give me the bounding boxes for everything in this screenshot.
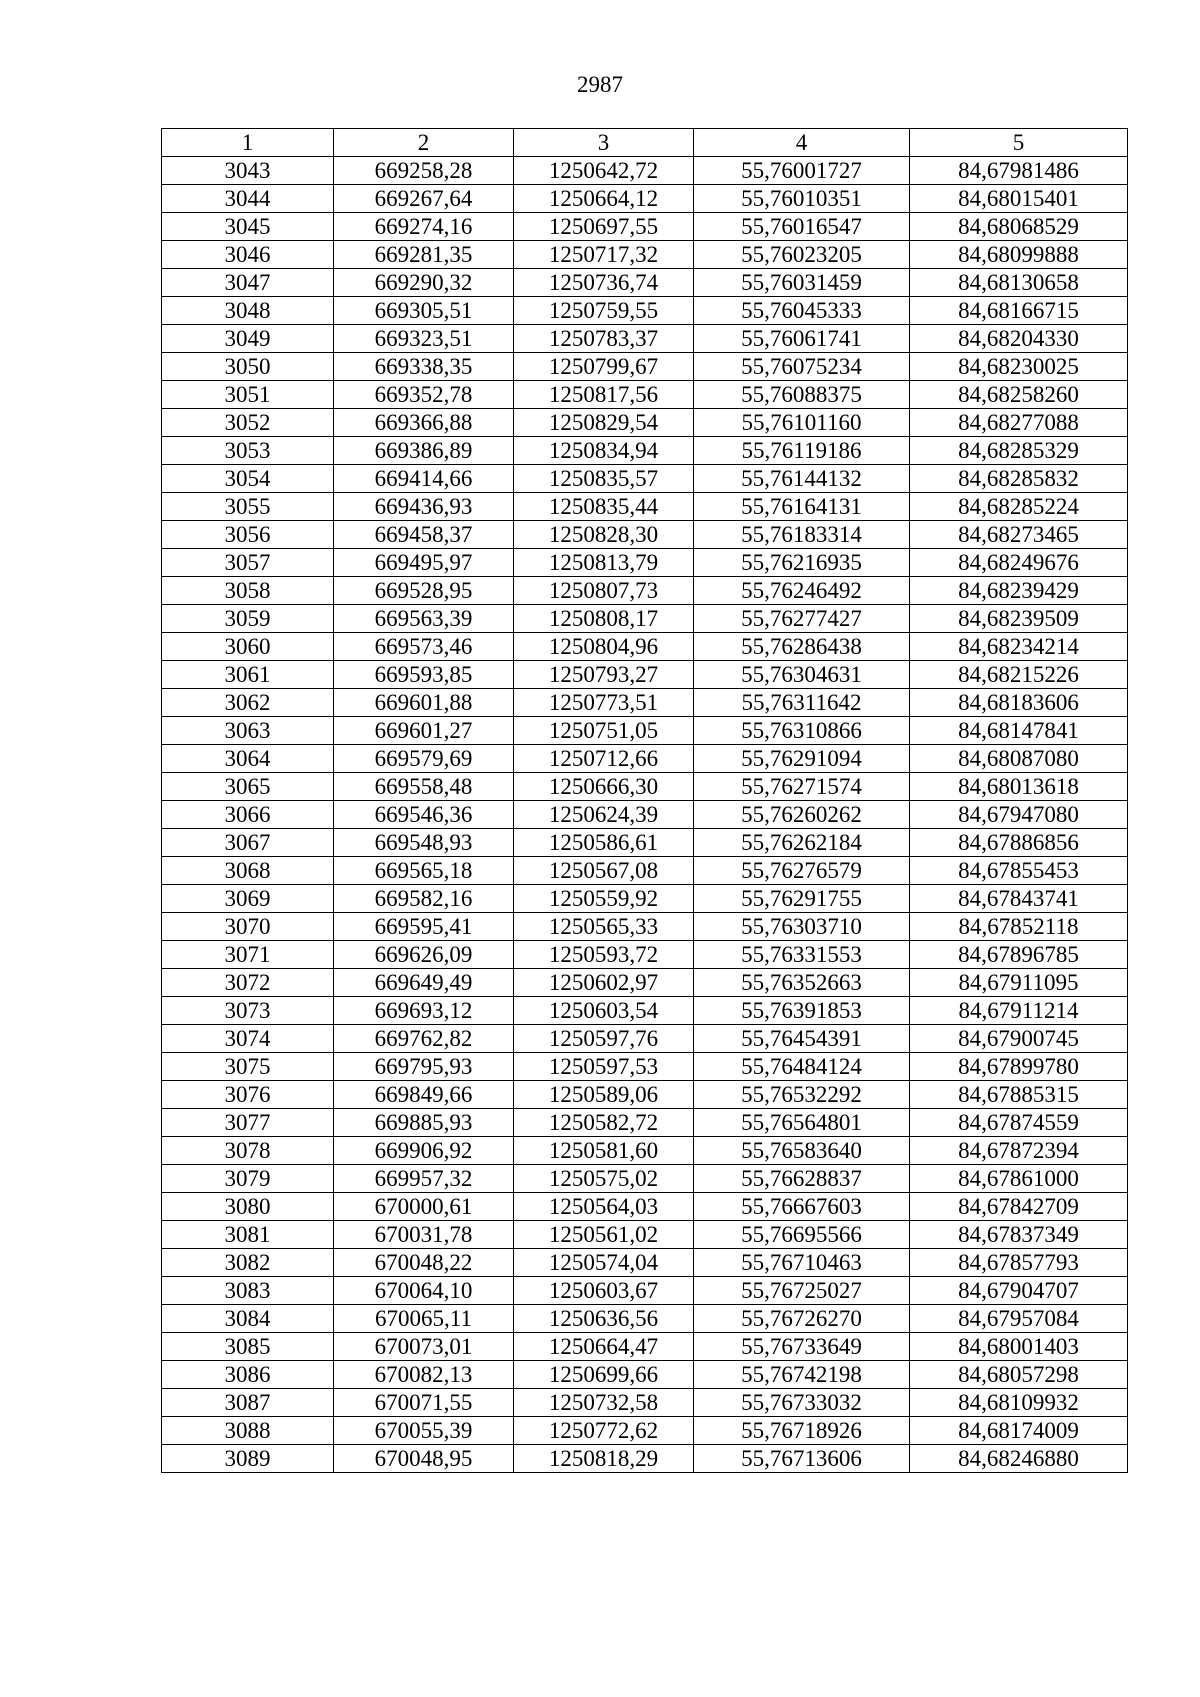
- table-cell: 1250603,54: [514, 997, 694, 1025]
- table-cell: 55,76583640: [694, 1137, 910, 1165]
- table-cell: 55,76183314: [694, 521, 910, 549]
- table-cell: 1250783,37: [514, 325, 694, 353]
- table-cell: 55,76260262: [694, 801, 910, 829]
- table-cell: 1250717,32: [514, 241, 694, 269]
- table-cell: 3047: [162, 269, 334, 297]
- table-cell: 3050: [162, 353, 334, 381]
- table-cell: 84,68234214: [910, 633, 1128, 661]
- table-cell: 3066: [162, 801, 334, 829]
- table-row: [162, 1165, 1128, 1193]
- table-row: [162, 1109, 1128, 1137]
- table-cell: 84,67957084: [910, 1305, 1128, 1333]
- table-cell: 670000,61: [334, 1193, 514, 1221]
- table-cell: 84,67911214: [910, 997, 1128, 1025]
- table-cell: 1250813,79: [514, 549, 694, 577]
- table-row: [162, 997, 1128, 1025]
- table-cell: 55,76628837: [694, 1165, 910, 1193]
- table-cell: 84,67900745: [910, 1025, 1128, 1053]
- table-row: [162, 1025, 1128, 1053]
- table-cell: 1250574,04: [514, 1249, 694, 1277]
- table-cell: 1250642,72: [514, 157, 694, 185]
- table-cell: 1250664,47: [514, 1333, 694, 1361]
- table-row: [162, 1137, 1128, 1165]
- table-row: [162, 1221, 1128, 1249]
- table-cell: 84,67904707: [910, 1277, 1128, 1305]
- table-cell: 3055: [162, 493, 334, 521]
- table-cell: 84,68285329: [910, 437, 1128, 465]
- table-cell: 669290,32: [334, 269, 514, 297]
- table-body: [162, 157, 1128, 1473]
- table-cell: 3070: [162, 913, 334, 941]
- table-cell: 3083: [162, 1277, 334, 1305]
- table-cell: 84,68230025: [910, 353, 1128, 381]
- table-cell: 84,68273465: [910, 521, 1128, 549]
- table-cell: 669274,16: [334, 213, 514, 241]
- table-row: [162, 1081, 1128, 1109]
- table-row: [162, 1361, 1128, 1389]
- table-cell: 3043: [162, 157, 334, 185]
- table-cell: 55,76216935: [694, 549, 910, 577]
- table-cell: 3078: [162, 1137, 334, 1165]
- table-cell: 84,68277088: [910, 409, 1128, 437]
- table-cell: 670082,13: [334, 1361, 514, 1389]
- table-cell: 3084: [162, 1305, 334, 1333]
- table-row: [162, 1389, 1128, 1417]
- table-cell: 3080: [162, 1193, 334, 1221]
- table-cell: 55,76311642: [694, 689, 910, 717]
- column-header: 2: [334, 129, 514, 157]
- table-cell: 669693,12: [334, 997, 514, 1025]
- table-cell: 3051: [162, 381, 334, 409]
- table-cell: 84,67874559: [910, 1109, 1128, 1137]
- table-cell: 1250589,06: [514, 1081, 694, 1109]
- table-cell: 3045: [162, 213, 334, 241]
- table-cell: 84,67843741: [910, 885, 1128, 913]
- table-row: [162, 1053, 1128, 1081]
- table-cell: 55,76291755: [694, 885, 910, 913]
- table-cell: 669582,16: [334, 885, 514, 913]
- table-cell: 3075: [162, 1053, 334, 1081]
- table-row: [162, 409, 1128, 437]
- table-row: [162, 437, 1128, 465]
- table-cell: 669795,93: [334, 1053, 514, 1081]
- table-cell: 55,76532292: [694, 1081, 910, 1109]
- table-cell: 55,76101160: [694, 409, 910, 437]
- table-cell: 1250697,55: [514, 213, 694, 241]
- table-cell: 669906,92: [334, 1137, 514, 1165]
- table-cell: 669579,69: [334, 745, 514, 773]
- table-row: [162, 1417, 1128, 1445]
- table-cell: 84,67947080: [910, 801, 1128, 829]
- table-cell: 1250565,33: [514, 913, 694, 941]
- table-cell: 3089: [162, 1445, 334, 1473]
- table-cell: 84,67911095: [910, 969, 1128, 997]
- table-cell: 1250712,66: [514, 745, 694, 773]
- table-row: [162, 1277, 1128, 1305]
- table-cell: 84,68001403: [910, 1333, 1128, 1361]
- table-cell: 3076: [162, 1081, 334, 1109]
- table-cell: 3067: [162, 829, 334, 857]
- table-row: [162, 297, 1128, 325]
- table-cell: 55,76119186: [694, 437, 910, 465]
- table-cell: 669366,88: [334, 409, 514, 437]
- table-cell: 3056: [162, 521, 334, 549]
- table-cell: 55,76726270: [694, 1305, 910, 1333]
- table-cell: 84,68204330: [910, 325, 1128, 353]
- table-cell: 669414,66: [334, 465, 514, 493]
- table-cell: 3049: [162, 325, 334, 353]
- table-cell: 1250586,61: [514, 829, 694, 857]
- table-cell: 3073: [162, 997, 334, 1025]
- table-cell: 1250597,53: [514, 1053, 694, 1081]
- table-cell: 55,76271574: [694, 773, 910, 801]
- table-cell: 84,68147841: [910, 717, 1128, 745]
- table-cell: 1250804,96: [514, 633, 694, 661]
- table-cell: 55,76454391: [694, 1025, 910, 1053]
- table-row: [162, 185, 1128, 213]
- column-header: 1: [162, 129, 334, 157]
- table-cell: 669593,85: [334, 661, 514, 689]
- table-row: [162, 1249, 1128, 1277]
- table-row: [162, 1333, 1128, 1361]
- table-cell: 84,67885315: [910, 1081, 1128, 1109]
- table-cell: 1250732,58: [514, 1389, 694, 1417]
- table-cell: 669338,35: [334, 353, 514, 381]
- table-cell: 670031,78: [334, 1221, 514, 1249]
- table-row: [162, 941, 1128, 969]
- table-row: [162, 773, 1128, 801]
- table-cell: 55,76144132: [694, 465, 910, 493]
- table-cell: 84,68249676: [910, 549, 1128, 577]
- table-row: [162, 633, 1128, 661]
- table-cell: 55,76695566: [694, 1221, 910, 1249]
- table-cell: 55,76031459: [694, 269, 910, 297]
- table-cell: 1250567,08: [514, 857, 694, 885]
- table-cell: 84,67872394: [910, 1137, 1128, 1165]
- table-row: [162, 353, 1128, 381]
- table-cell: 55,76484124: [694, 1053, 910, 1081]
- table-cell: 84,68183606: [910, 689, 1128, 717]
- table-cell: 55,76391853: [694, 997, 910, 1025]
- table-cell: 3063: [162, 717, 334, 745]
- table-cell: 1250561,02: [514, 1221, 694, 1249]
- table-row: [162, 465, 1128, 493]
- table-cell: 84,68239429: [910, 577, 1128, 605]
- table-cell: 1250664,12: [514, 185, 694, 213]
- table-cell: 84,67842709: [910, 1193, 1128, 1221]
- table-cell: 84,68068529: [910, 213, 1128, 241]
- table-cell: 1250582,72: [514, 1109, 694, 1137]
- table-cell: 1250835,44: [514, 493, 694, 521]
- table-cell: 669762,82: [334, 1025, 514, 1053]
- table-cell: 84,68246880: [910, 1445, 1128, 1473]
- table-cell: 84,67837349: [910, 1221, 1128, 1249]
- table-row: [162, 829, 1128, 857]
- table-cell: 55,76075234: [694, 353, 910, 381]
- table-row: [162, 549, 1128, 577]
- table-cell: 55,76045333: [694, 297, 910, 325]
- table-cell: 84,68285832: [910, 465, 1128, 493]
- table-cell: 3059: [162, 605, 334, 633]
- table-cell: 669573,46: [334, 633, 514, 661]
- table-cell: 3057: [162, 549, 334, 577]
- table-cell: 84,68285224: [910, 493, 1128, 521]
- table-cell: 3074: [162, 1025, 334, 1053]
- table-cell: 55,76061741: [694, 325, 910, 353]
- table-cell: 55,76564801: [694, 1109, 910, 1137]
- table-cell: 669386,89: [334, 437, 514, 465]
- table-cell: 669546,36: [334, 801, 514, 829]
- table-cell: 3085: [162, 1333, 334, 1361]
- table-cell: 3064: [162, 745, 334, 773]
- table-cell: 1250575,02: [514, 1165, 694, 1193]
- table-cell: 3088: [162, 1417, 334, 1445]
- table-row: [162, 269, 1128, 297]
- table-cell: 1250773,51: [514, 689, 694, 717]
- table-cell: 669885,93: [334, 1109, 514, 1137]
- table-cell: 55,76246492: [694, 577, 910, 605]
- table-cell: 55,76331553: [694, 941, 910, 969]
- table-row: [162, 577, 1128, 605]
- table-cell: 84,67855453: [910, 857, 1128, 885]
- table-row: [162, 157, 1128, 185]
- column-header: 5: [910, 129, 1128, 157]
- table-cell: 3081: [162, 1221, 334, 1249]
- table-header: [162, 129, 1128, 157]
- table-row: [162, 1445, 1128, 1473]
- table-cell: 84,68057298: [910, 1361, 1128, 1389]
- table-cell: 670065,11: [334, 1305, 514, 1333]
- table-cell: 84,67857793: [910, 1249, 1128, 1277]
- table-cell: 669626,09: [334, 941, 514, 969]
- table-cell: 3086: [162, 1361, 334, 1389]
- table-row: [162, 1193, 1128, 1221]
- table-cell: 669267,64: [334, 185, 514, 213]
- table-cell: 669495,97: [334, 549, 514, 577]
- table-cell: 3046: [162, 241, 334, 269]
- table-cell: 3071: [162, 941, 334, 969]
- table-cell: 55,76164131: [694, 493, 910, 521]
- table-cell: 1250828,30: [514, 521, 694, 549]
- table-row: [162, 213, 1128, 241]
- table-cell: 1250559,92: [514, 885, 694, 913]
- table-cell: 669458,37: [334, 521, 514, 549]
- table-cell: 1250602,97: [514, 969, 694, 997]
- table-cell: 3079: [162, 1165, 334, 1193]
- table-cell: 55,76001727: [694, 157, 910, 185]
- table-cell: 3060: [162, 633, 334, 661]
- table-cell: 84,67852118: [910, 913, 1128, 941]
- table-cell: 1250564,03: [514, 1193, 694, 1221]
- table-cell: 55,76303710: [694, 913, 910, 941]
- table-cell: 3053: [162, 437, 334, 465]
- table-cell: 55,76291094: [694, 745, 910, 773]
- table-cell: 84,68015401: [910, 185, 1128, 213]
- table-cell: 670055,39: [334, 1417, 514, 1445]
- table-cell: 55,76667603: [694, 1193, 910, 1221]
- table-cell: 1250666,30: [514, 773, 694, 801]
- table-cell: 3069: [162, 885, 334, 913]
- table-cell: 669595,41: [334, 913, 514, 941]
- table-row: [162, 1305, 1128, 1333]
- table-cell: 84,68239509: [910, 605, 1128, 633]
- table-cell: 1250799,67: [514, 353, 694, 381]
- table-cell: 1250807,73: [514, 577, 694, 605]
- table-cell: 55,76352663: [694, 969, 910, 997]
- table-cell: 669957,32: [334, 1165, 514, 1193]
- table-cell: 84,67861000: [910, 1165, 1128, 1193]
- table-cell: 84,67899780: [910, 1053, 1128, 1081]
- table-cell: 84,68166715: [910, 297, 1128, 325]
- table-row: [162, 801, 1128, 829]
- table-cell: 669649,49: [334, 969, 514, 997]
- table-cell: 1250829,54: [514, 409, 694, 437]
- table-cell: 3052: [162, 409, 334, 437]
- table-cell: 669548,93: [334, 829, 514, 857]
- table-cell: 55,76310866: [694, 717, 910, 745]
- table-row: [162, 885, 1128, 913]
- table-cell: 55,76733649: [694, 1333, 910, 1361]
- table-cell: 55,76718926: [694, 1417, 910, 1445]
- table-cell: 84,68013618: [910, 773, 1128, 801]
- table-cell: 3061: [162, 661, 334, 689]
- table-cell: 669305,51: [334, 297, 514, 325]
- table-cell: 84,68174009: [910, 1417, 1128, 1445]
- table-cell: 669528,95: [334, 577, 514, 605]
- table-cell: 84,68130658: [910, 269, 1128, 297]
- table-cell: 669323,51: [334, 325, 514, 353]
- column-header: 4: [694, 129, 910, 157]
- table-cell: 670071,55: [334, 1389, 514, 1417]
- table-cell: 670048,95: [334, 1445, 514, 1473]
- table-cell: 1250636,56: [514, 1305, 694, 1333]
- coordinates-table: [161, 128, 1128, 1473]
- column-header: 3: [514, 129, 694, 157]
- table-cell: 669281,35: [334, 241, 514, 269]
- table-cell: 84,68099888: [910, 241, 1128, 269]
- table-cell: 55,76733032: [694, 1389, 910, 1417]
- table-cell: 1250817,56: [514, 381, 694, 409]
- table-cell: 55,76742198: [694, 1361, 910, 1389]
- table-cell: 1250736,74: [514, 269, 694, 297]
- table-cell: 55,76725027: [694, 1277, 910, 1305]
- table-row: [162, 381, 1128, 409]
- table-cell: 1250772,62: [514, 1417, 694, 1445]
- table-cell: 669601,27: [334, 717, 514, 745]
- table-row: [162, 605, 1128, 633]
- table-cell: 669563,39: [334, 605, 514, 633]
- table-row: [162, 717, 1128, 745]
- table-cell: 1250834,94: [514, 437, 694, 465]
- table-cell: 55,76713606: [694, 1445, 910, 1473]
- table-cell: 55,76710463: [694, 1249, 910, 1277]
- table-cell: 84,67896785: [910, 941, 1128, 969]
- table-row: [162, 241, 1128, 269]
- table-cell: 55,76277427: [694, 605, 910, 633]
- page-number: 2987: [577, 72, 623, 97]
- table-row: [162, 969, 1128, 997]
- table-cell: 3068: [162, 857, 334, 885]
- table-cell: 84,68215226: [910, 661, 1128, 689]
- table-cell: 1250699,66: [514, 1361, 694, 1389]
- table-cell: 3048: [162, 297, 334, 325]
- table-cell: 1250818,29: [514, 1445, 694, 1473]
- table-cell: 1250835,57: [514, 465, 694, 493]
- table-cell: 55,76276579: [694, 857, 910, 885]
- table-row: [162, 857, 1128, 885]
- table-cell: 1250808,17: [514, 605, 694, 633]
- table-cell: 1250603,67: [514, 1277, 694, 1305]
- table-cell: 1250624,39: [514, 801, 694, 829]
- table-cell: 3082: [162, 1249, 334, 1277]
- table-cell: 3087: [162, 1389, 334, 1417]
- table-row: [162, 913, 1128, 941]
- table-cell: 84,68087080: [910, 745, 1128, 773]
- table-cell: 3044: [162, 185, 334, 213]
- table-cell: 1250759,55: [514, 297, 694, 325]
- table-cell: 669558,48: [334, 773, 514, 801]
- table-cell: 670073,01: [334, 1333, 514, 1361]
- table-cell: 55,76304631: [694, 661, 910, 689]
- table-cell: 669352,78: [334, 381, 514, 409]
- table-cell: 1250597,76: [514, 1025, 694, 1053]
- table-cell: 84,68109932: [910, 1389, 1128, 1417]
- table-cell: 84,68258260: [910, 381, 1128, 409]
- table-cell: 3077: [162, 1109, 334, 1137]
- table-cell: 55,76023205: [694, 241, 910, 269]
- header-row: [162, 129, 1128, 157]
- table-cell: 3072: [162, 969, 334, 997]
- table-cell: 669565,18: [334, 857, 514, 885]
- table-cell: 55,76016547: [694, 213, 910, 241]
- table-cell: 1250751,05: [514, 717, 694, 745]
- table-cell: 3065: [162, 773, 334, 801]
- table-cell: 1250793,27: [514, 661, 694, 689]
- table-cell: 1250593,72: [514, 941, 694, 969]
- table-cell: 84,67981486: [910, 157, 1128, 185]
- table-cell: 84,67886856: [910, 829, 1128, 857]
- table-cell: 669436,93: [334, 493, 514, 521]
- table-row: [162, 521, 1128, 549]
- table-cell: 669849,66: [334, 1081, 514, 1109]
- table-row: [162, 493, 1128, 521]
- table-cell: 670064,10: [334, 1277, 514, 1305]
- table-cell: 669258,28: [334, 157, 514, 185]
- table-row: [162, 661, 1128, 689]
- table-row: [162, 325, 1128, 353]
- table-cell: 3054: [162, 465, 334, 493]
- table-cell: 55,76262184: [694, 829, 910, 857]
- table-row: [162, 689, 1128, 717]
- table-cell: 670048,22: [334, 1249, 514, 1277]
- table-cell: 3058: [162, 577, 334, 605]
- table-cell: 55,76286438: [694, 633, 910, 661]
- table-row: [162, 745, 1128, 773]
- table-cell: 3062: [162, 689, 334, 717]
- table-cell: 669601,88: [334, 689, 514, 717]
- table-cell: 55,76088375: [694, 381, 910, 409]
- table-cell: 55,76010351: [694, 185, 910, 213]
- table-cell: 1250581,60: [514, 1137, 694, 1165]
